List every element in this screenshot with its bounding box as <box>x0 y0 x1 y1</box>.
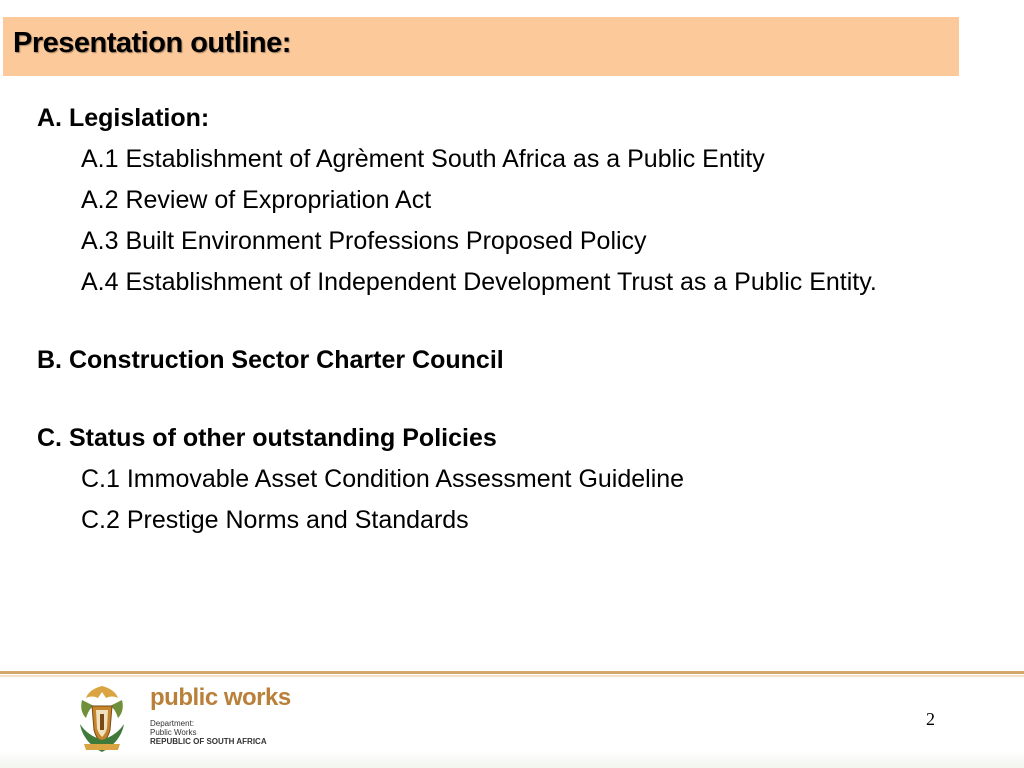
footer-divider-shadow <box>0 675 1024 677</box>
title-bar <box>3 17 959 76</box>
list-item: C.1 Immovable Asset Condition Assessment Guideline <box>81 465 685 493</box>
page-number: 2 <box>926 709 935 729</box>
logo-subtext: Department: <box>150 719 195 728</box>
logo-subtext: Public Works <box>150 728 197 737</box>
slide-title: Presentation outline: <box>13 27 291 59</box>
list-item: A.2 Review of Expropriation Act <box>81 186 432 214</box>
list-item: C.2 Prestige Norms and Standards <box>81 506 469 534</box>
coat-of-arms-icon <box>74 684 130 754</box>
section-heading-b: B. Construction Sector Charter Council <box>37 346 504 374</box>
list-item: A.3 Built Environment Professions Proposed Policy <box>81 227 647 255</box>
list-item: A.1 Establishment of Agrèment South Africa as a Public Entity <box>81 145 765 173</box>
footer-divider <box>0 671 1024 674</box>
logo-wordmark: public works <box>150 684 291 711</box>
list-item: A.4 Establishment of Independent Development Trust as a Public Entity. <box>81 268 877 296</box>
footer-fade <box>0 752 1024 768</box>
public-works-logo <box>74 684 291 754</box>
outline-content <box>37 101 937 537</box>
section-heading-c: C. Status of other outstanding Policies <box>37 424 497 452</box>
logo-subtext: REPUBLIC OF SOUTH AFRICA <box>150 737 267 746</box>
section-heading-a: A. Legislation: <box>37 104 210 132</box>
